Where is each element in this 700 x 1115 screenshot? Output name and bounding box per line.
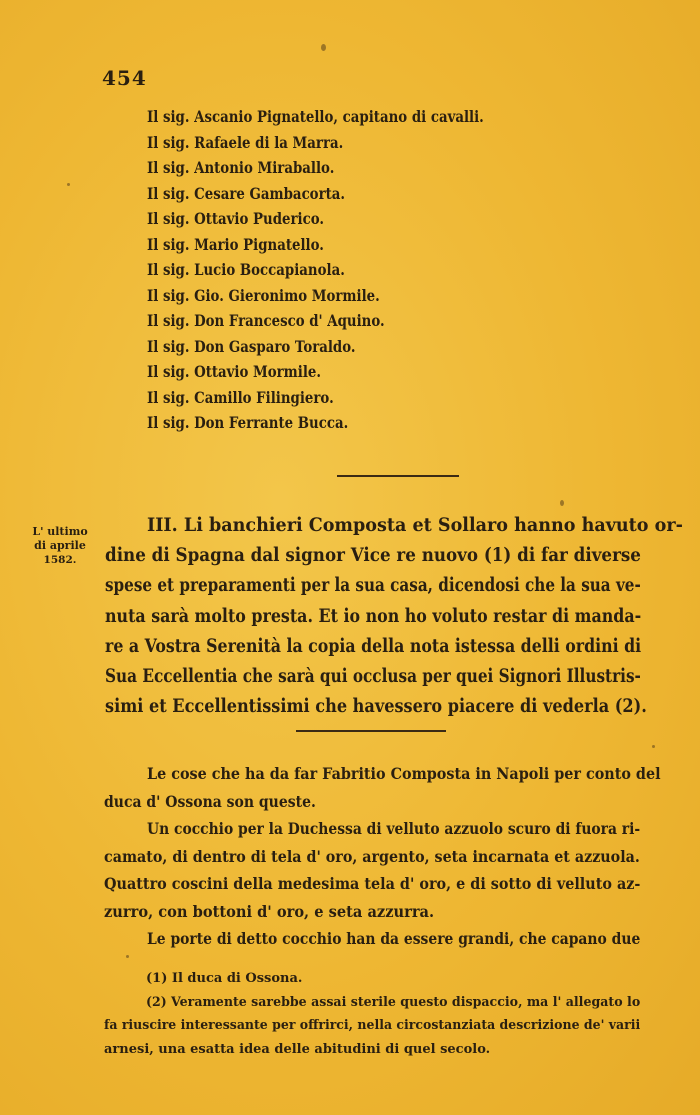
paper-stain	[560, 500, 564, 506]
paragraph-line: re a Vostra Serenità la copia della nota istessa delli ordini di	[105, 634, 642, 657]
paragraph-line: dine di Spagna dal signor Vice re nuovo (1) di far diverse	[105, 544, 641, 567]
inventory-text	[104, 760, 661, 953]
paragraph-line: zurro, con bottoni d' oro, e seta azzurra.	[104, 901, 435, 921]
list-item: Il sig. Mario Pignatello.	[147, 234, 324, 254]
paper-stain	[652, 745, 655, 748]
list-item: Il sig. Rafaele di la Marra.	[147, 132, 344, 152]
list-item: Il sig. Ascanio Pignatello, capitano di cavalli.	[147, 107, 484, 126]
paragraph-line: Quattro coscini della medesima tela d' oro, e di sotto di velluto az-	[104, 874, 641, 893]
footnote: (2) Veramente sarebbe assai sterile questo dispaccio, ma l' allegato lo	[146, 994, 641, 1010]
section-divider	[296, 730, 446, 732]
paragraph-line: Le porte di detto cocchio han da essere grandi, che capano due	[147, 929, 641, 948]
paragraph-line: nuta sarà molto presta. Et io non ho voluto restar di manda-	[105, 604, 642, 627]
footnote: fa riuscire interessante per offrirci, nella circostanziata descrizione de' varii	[104, 1018, 641, 1033]
paper-stain	[67, 183, 70, 186]
section-paragraph	[105, 510, 683, 721]
footnote: (1) Il duca di Ossona.	[146, 971, 303, 986]
list-item: Il sig. Don Gasparo Toraldo.	[147, 336, 356, 356]
footnotes	[104, 967, 640, 1061]
paragraph-line: spese et preparamenti per la sua casa, dicendosi che la sua ve-	[105, 574, 641, 597]
list-item: Il sig. Don Ferrante Bucca.	[147, 413, 349, 432]
paragraph-line: Le cose che ha da far Fabritio Composta in Napoli per conto del	[147, 764, 661, 783]
list-item: Il sig. Antonio Miraballo.	[147, 158, 335, 177]
paper-stain	[321, 44, 326, 51]
list-item: Il sig. Ottavio Puderico.	[147, 209, 325, 228]
names-list	[147, 104, 539, 436]
margin-note-line: 1582.	[43, 554, 77, 566]
paragraph-line: Un cocchio per la Duchessa di velluto azzuolo scuro di fuora ri-	[147, 819, 641, 838]
paragraph-line: Sua Eccellentia che sarà qui occlusa per quei Signori Illustris-	[105, 665, 641, 688]
paragraph-line: duca d' Ossona son queste.	[104, 791, 316, 811]
paragraph-line: III. Li banchieri Composta et Sollaro hanno havuto or-	[147, 514, 683, 536]
list-item: Il sig. Cesare Gambacorta.	[147, 183, 346, 203]
list-item: Il sig. Don Francesco d' Aquino.	[147, 311, 385, 330]
margin-note-line: L' ultimo	[32, 525, 88, 538]
margin-note-line: di aprile	[34, 539, 86, 552]
list-item: Il sig. Camillo Filingiero.	[147, 387, 334, 407]
paragraph-line: simi et Eccellentissimi che havessero piacere di vederla (2).	[105, 695, 647, 718]
margin-date-note	[24, 525, 96, 567]
list-item: Il sig. Ottavio Mormile.	[147, 362, 322, 381]
paragraph-line: camato, di dentro di tela d' oro, argento, seta incarnata et azzuola.	[104, 846, 640, 866]
footnote: arnesi, una esatta idea delle abitudini di quel secolo.	[104, 1041, 491, 1057]
page-number: 454	[102, 66, 147, 90]
list-item: Il sig. Gio. Gieronimo Mormile.	[147, 285, 380, 305]
paper-stain	[126, 955, 129, 958]
list-item: Il sig. Lucio Boccapianola.	[147, 260, 345, 279]
section-divider	[337, 475, 459, 477]
